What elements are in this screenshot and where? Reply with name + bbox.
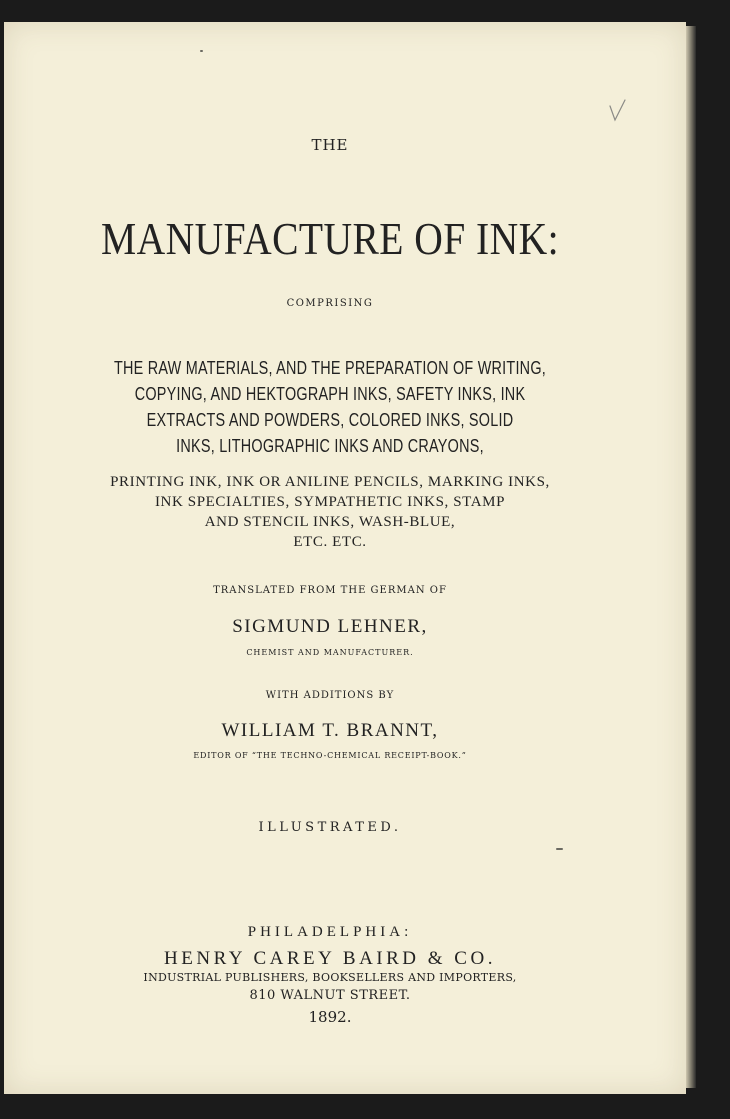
publisher-description: INDUSTRIAL PUBLISHERS, BOOKSELLERS AND IMPORTERS,	[143, 971, 517, 984]
editor-role: EDITOR OF “THE TECHNO-CHEMICAL RECEIPT-BOOK.”	[193, 751, 467, 760]
contents-line: EXTRACTS AND POWDERS, COLORED INKS, SOLID	[146, 410, 514, 430]
illustrated-label: ILLUSTRATED.	[258, 820, 402, 835]
title-page	[4, 22, 686, 1094]
pencil-check-mark	[608, 98, 628, 124]
contents-line: THE RAW MATERIALS, AND THE PREPARATION OF WRITING,	[113, 358, 547, 378]
contents-line: AND STENCIL INKS, WASH-BLUE,	[204, 514, 456, 530]
author-name: SIGMUND LEHNER,	[232, 616, 428, 637]
paper-speck	[556, 848, 563, 850]
paper-speck	[200, 50, 203, 52]
contents-line: INKS, LITHOGRAPHIC INKS AND CRAYONS,	[176, 436, 484, 456]
publisher-name: HENRY CAREY BAIRD & CO.	[164, 948, 496, 969]
editor-name: WILLIAM T. BRANNT,	[221, 720, 439, 741]
translated-from-label: TRANSLATED FROM THE GERMAN OF	[213, 585, 447, 596]
page-edge-shadow	[686, 26, 696, 1088]
contents-line: INK SPECIALTIES, SYMPATHETIC INKS, STAMP	[154, 494, 506, 510]
author-role: CHEMIST AND MANUFACTURER.	[246, 648, 414, 657]
main-title: MANUFACTURE OF INK:	[100, 213, 560, 264]
publication-year: 1892.	[308, 1008, 352, 1026]
contents-line: ETC. ETC.	[293, 534, 367, 550]
publisher-address: 810 WALNUT STREET.	[249, 988, 411, 1003]
title-article: THE	[311, 136, 349, 154]
additions-label: WITH ADDITIONS BY	[265, 690, 395, 701]
publication-city: PHILADELPHIA:	[247, 924, 413, 940]
comprising-label: COMPRISING	[286, 298, 374, 309]
contents-line: PRINTING INK, INK OR ANILINE PENCILS, MARKING INKS,	[110, 474, 550, 490]
contents-line: COPYING, AND HEKTOGRAPH INKS, SAFETY INKS, INK	[134, 384, 526, 404]
